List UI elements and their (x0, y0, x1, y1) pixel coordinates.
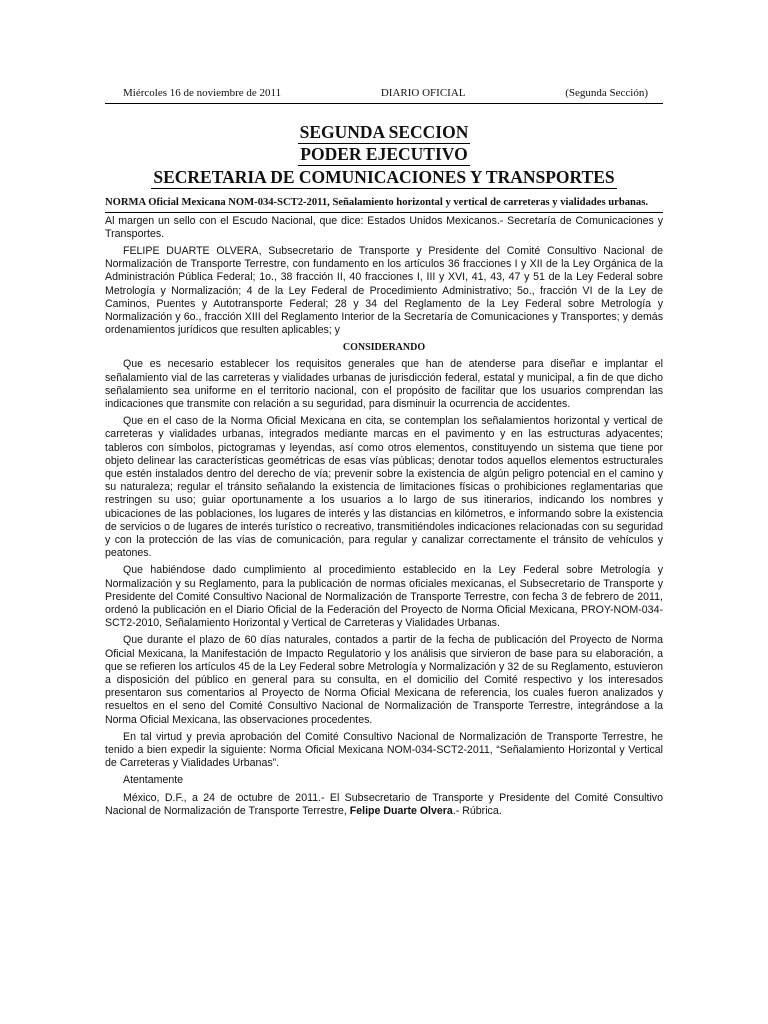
paragraph-seal: Al margen un sello con el Escudo Nacional, que dice: Estados Unidos Mexicanos.- Secretaría de Comunicaciones y Transportes. (105, 214, 663, 240)
paragraph-atentamente: Atentamente (123, 774, 184, 787)
header-section: (Segunda Sección) (565, 87, 648, 99)
signer-name: Felipe Duarte Olvera (349, 804, 453, 817)
section-heading: SEGUNDA SECCION (299, 122, 469, 142)
paragraph-considerando-3: Que habiéndose dado cumplimiento al procedimiento establecido en la Ley Federal sobre Metrología y Normalización y su Reglamento, para la publicación de normas oficiales mexicanas, el Subsecretario de Transporte y Presidente del Comité Consultivo Nacional de Normalización de Transporte Terrestre, con fecha 3 de febrero de 2011, ordenó la publicación en el Diario Oficial de la Federación del Proyecto de Norma Oficial Mexicana, PROY-NOM-034-SCT2-2010, Señalamiento Horizontal y Vertical de Carreteras y Vialidades Urbanas. (105, 564, 663, 630)
norma-title: NORMA Oficial Mexicana NOM-034-SCT2-2011, Señalamiento horizontal y vertical de carreteras y vialidades urbanas. (105, 197, 648, 208)
header-rule (105, 103, 663, 104)
paragraph-authority: FELIPE DUARTE OLVERA, Subsecretario de Transporte y Presidente del Comité Consultivo Nacional de Normalización de Transporte Terrestre, con fundamento en los artículos 36 fracciones I y XII de la Ley Orgánica de la Administración Pública Federal; 1o., 38 fracción II, 40 fracciones I, III y XVI, 41, 43, 47 y 51 de la Ley Federal sobre Metrología y Normalización; 4 de la Ley Federal de Procedimiento Administrativo; 5o., fracción VI de la Ley de Caminos, Puentes y Autotransporte Federal; 28 y 34 del Reglamento de la Ley Federal sobre Metrología y Normalización y 6o., fracción XIII del Reglamento Interior de la Secretaría de Comunicaciones y Transportes; y demás ordenamientos jurídicos que resulten aplicables; y (105, 244, 663, 337)
signature-tail: .- Rúbrica. (452, 804, 502, 817)
paragraph-issuance: En tal virtud y previa aprobación del Comité Consultivo Nacional de Normalización de Transporte Terrestre, he tenido a bien expedir la siguiente: Norma Oficial Mexicana NOM-034-SCT2-2011, “Señalamiento Horizontal y Vertical de Carreteras y Vialidades Urbanas”. (105, 730, 663, 770)
power-heading: PODER EJECUTIVO (300, 144, 468, 164)
header-date: Miércoles 16 de noviembre de 2011 (123, 87, 282, 99)
secretaria-heading: SECRETARIA DE COMUNICACIONES Y TRANSPORTES (153, 167, 615, 187)
header-publication: DIARIO OFICIAL (380, 87, 466, 99)
title-rule (105, 212, 663, 213)
paragraph-considerando-1: Que es necesario establecer los requisitos generales que han de atenderse para diseñar e implantar el señalamiento vial de las carreteras y vialidades urbanas de jurisdicción federal, estatal y municipal, a fin de que dicho señalamiento sea uniforme en el territorio nacional, con el propósito de facilitar que los usuarios comprendan las indicaciones que transmite con relación a su seguridad, para disminuir la ocurrencia de accidentes. (105, 358, 663, 410)
running-header (105, 86, 663, 100)
paragraph-signature (105, 792, 663, 818)
document-page (105, 86, 663, 818)
paragraph-considerando-2: Que en el caso de la Norma Oficial Mexicana en cita, se contemplan los señalamientos horizontal y vertical de carreteras y vialidades urbanas, integrados mediante marcas en el pavimento y en las estructuras adyacentes; tableros con símbolos, pictogramas y leyendas, así como otros elementos, constituyendo un sistema que tiene por objeto delinear las características geométricas de esas vías públicas; denotar todos aquellos elementos estructurales que estén instalados dentro del derecho de vía; prevenir sobre la existencia de algún peligro potencial en el camino y su naturaleza; regular el tránsito señalando la existencia de limitaciones físicas o prohibiciones reglamentarias que restringen su uso; guiar oportunamente a los usuarios a lo largo de sus itinerarios, indicando los nombres y ubicaciones de las poblaciones, los lugares de interés y las distancias en kilómetros, e informando sobre la existencia de servicios o de lugares de interés turístico o recreativo, transmitiéndoles indicaciones relacionadas con su seguridad y con la protección de las vías de comunicación, para regular y canalizar correctamente el tránsito de vehículos y peatones. (105, 415, 663, 560)
paragraph-considerando-4: Que durante el plazo de 60 días naturales, contados a partir de la fecha de publicación del Proyecto de Norma Oficial Mexicana, la Manifestación de Impacto Regulatorio y los análisis que sirvieron de base para su elaboración, a que se refieren los artículos 45 de la Ley Federal sobre Metrología y Normalización y 32 de su Reglamento, estuvieron a disposición del público en general para su consulta, en el domicilio del Comité respectivo y los interesados presentaron sus comentarios al Proyecto de Norma Oficial Mexicana de referencia, los cuales fueron analizados y resueltos en el seno del Comité Consultivo Nacional de Normalización de Transporte Terrestre, integrándose a la Norma Oficial Mexicana, las observaciones procedentes. (105, 634, 663, 726)
signature-text: México, D.F., a 24 de octubre de 2011.- El Subsecretario de Transporte y Presidente del Comité Consultivo Nacional de Normalización de Transporte Terrestre, (105, 791, 663, 817)
considerando-heading: CONSIDERANDO (342, 342, 426, 354)
